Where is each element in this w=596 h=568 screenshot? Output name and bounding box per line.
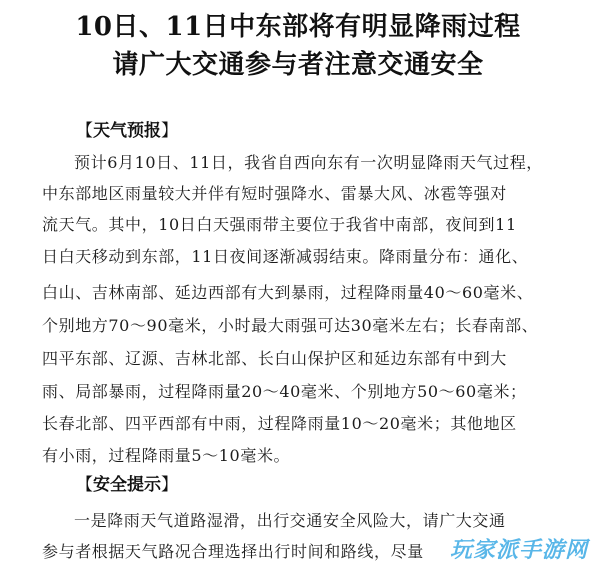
forecast-close-bracket: 】 <box>161 121 178 141</box>
forecast-paragraph-line: 白山、吉林南部、延边西部有大到暴雨，过程降雨量40～60毫米、 <box>42 283 534 302</box>
forecast-paragraph-line: 预计6月10日、11日，我省自西向东有一次明显降雨天气过程， <box>74 153 543 172</box>
forecast-paragraph-line: 中东部地区雨量较大并伴有短时强降水、雷暴大风、冰雹等强对 <box>42 184 507 203</box>
safety-open-bracket: 【 <box>76 475 93 495</box>
forecast-paragraph-line: 四平东部、辽源、吉林北部、长白山保护区和延边东部有中到大 <box>42 349 507 368</box>
safety-paragraph-line: 一是降雨天气道路湿滑，出行交通安全风险大，请广大交通 <box>74 511 506 530</box>
forecast-paragraph-line: 个别地方70～90毫米，小时最大雨强可达30毫米左右；长春南部、 <box>42 316 539 335</box>
safety-section-heading <box>76 472 178 498</box>
forecast-open-bracket: 【 <box>76 121 93 141</box>
forecast-paragraph-line: 长春北部、四平西部有中雨，过程降雨量10～20毫米；其他地区 <box>42 414 517 433</box>
forecast-paragraph-line: 流天气。其中，10日白天强雨带主要位于我省中南部，夜间到11 <box>42 215 517 234</box>
forecast-paragraph-line: 有小雨，过程降雨量5～10毫米。 <box>42 446 291 465</box>
forecast-section-heading <box>76 118 178 144</box>
document-title-line-1: 10日、11日中东部将有明显降雨过程 <box>75 12 521 42</box>
forecast-paragraph-line: 雨、局部暴雨，过程降雨量20～40毫米、个别地方50～60毫米； <box>42 382 527 401</box>
safety-heading-label: 安全提示 <box>93 475 161 495</box>
forecast-paragraph-line: 日白天移动到东部，11日夜间逐渐减弱结束。降雨量分布：通化、 <box>42 247 529 266</box>
forecast-heading-label: 天气预报 <box>93 121 161 141</box>
safety-paragraph-line: 参与者根据天气路况合理选择出行时间和路线，尽量 <box>42 542 424 561</box>
safety-close-bracket: 】 <box>161 475 178 495</box>
site-watermark: 玩家派手游网 <box>449 538 588 563</box>
document-title-line-2: 请广大交通参与者注意交通安全 <box>112 50 484 80</box>
